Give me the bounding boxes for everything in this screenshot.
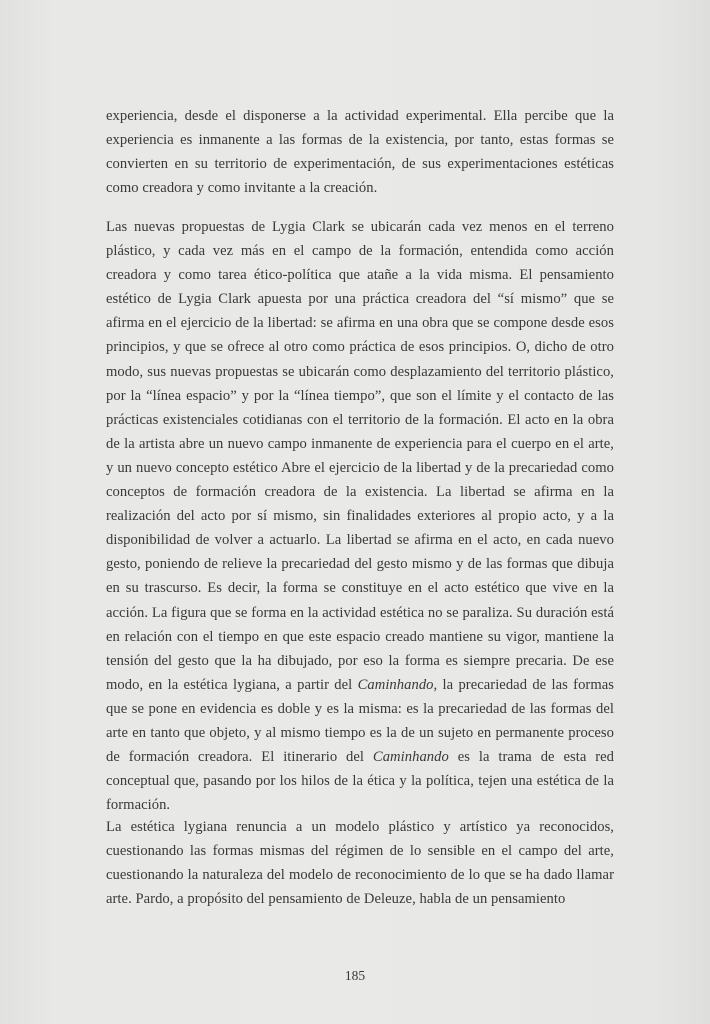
italic-title-caminhando: Caminhando <box>357 676 434 693</box>
paragraph-2-text <box>106 215 614 817</box>
paragraph-3-text: La estética lygiana renuncia a un modelo plástico y artístico ya reconocidos, cuestionando las formas mismas del régimen de lo sensible en el campo del arte, cuestionando la naturaleza del modelo de reconocimiento de lo que se ha dado llamar arte. Pardo, a propósito del pensamiento de Deleuze, habla de un pensamiento <box>106 819 614 908</box>
paragraph-2-segment-b: , la precariedad de las formas que se pone en evidencia es doble y es la misma: es la precariedad de las formas del arte en tanto que objeto, y al mismo tiempo es la de un sujeto en permanente proceso de formación creadora. El itinerario del <box>106 676 614 766</box>
paragraph-2-segment-a: Las nuevas propuestas de Lygia Clark se ubicarán cada vez menos en el terreno plástico, y cada vez más en el campo de la formación, entendida como acción creadora y como tarea ético-política que atañe a la vida misma. El pensamiento estético de Lygia Clark apuesta por una práctica creadora del “sí mismo” que se afirma en el ejercicio de la libertad: se afirma en una obra que se compone desde esos principios, y que se ofrece al otro como práctica de esos principios. O, dicho de otro modo, sus nuevas propuestas se ubicarán como desplazamiento del territorio plástico, por la “línea espacio” y por la “línea tiempo”, que son el límite y el contacto de las prácticas existenciales cotidianas con el territorio de la formación. El acto en la obra de la artista abre un nuevo campo inmanente de experiencia para el cuerpo en el arte, y un nuevo concepto estético Abre el ejercicio de la libertad y de la precariedad como conceptos de formación creadora de la existencia. La libertad se afirma en la realización del acto por sí mismo, sin finalidades exteriores al propio acto, y a la disponibilidad de volver a actuarlo. La libertad se afirma en el acto, en cada nuevo gesto, poniendo de relieve la precariedad del gesto mismo y de las formas que dibuja en su trascurso. Es decir, la forma se constituye en el acto estético que vive en la acción. La figura que se forma en la actividad estética no se paraliza. Su duración está en relación con el tiempo en que este espacio creado mantiene su vigor, mantiene la tensión del gesto que la ha dibujado, por eso la forma es siempre precaria. De ese modo, en la estética lygiana, a partir del <box>106 219 614 693</box>
page-number: 185 <box>344 968 366 983</box>
paragraph-1 <box>106 104 614 200</box>
paragraph-2 <box>106 215 614 817</box>
paragraph-1-text: experiencia, desde el disponerse a la actividad experimental. Ella percibe que la experiencia es inmanente a las formas de la existencia, por tanto, estas formas se convierten en su territorio de experimentación, de sus experimentaciones estéticas como creadora y como invitante a la creación. <box>106 108 614 197</box>
paragraph-2-segment-c: es la trama de esta red conceptual que, pasando por los hilos de la ética y la política, tejen una estética de la formación. <box>106 749 615 814</box>
italic-title-caminhando-2: Caminhando <box>372 749 449 766</box>
paragraph-3 <box>106 815 614 911</box>
